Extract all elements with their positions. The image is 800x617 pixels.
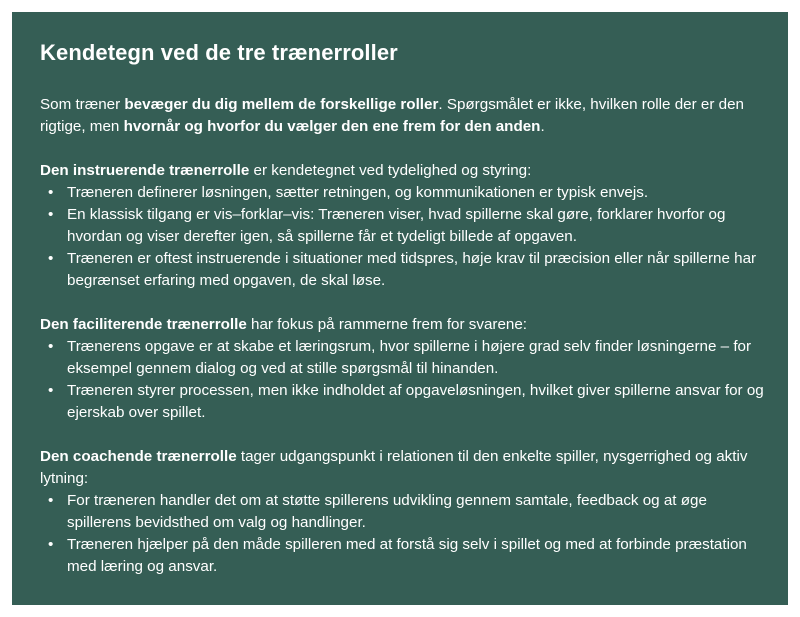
bullet-icon: • <box>48 206 54 223</box>
bullet-list <box>40 490 774 578</box>
section-heading-bold: Den coachende trænerrolle <box>40 448 237 465</box>
bullet-icon: • <box>48 536 54 553</box>
list-item <box>48 182 774 204</box>
bullet-icon: • <box>48 382 54 399</box>
section-instruerende <box>40 160 774 292</box>
section-heading <box>40 160 774 182</box>
list-item <box>48 534 774 578</box>
list-item <box>48 490 774 534</box>
list-item-text: Træneren hjælper på den måde spilleren med at forstå sig selv i spillet og med at forbinde præstation med læring og ansvar. <box>67 536 747 575</box>
section-coachende <box>40 446 774 578</box>
intro-text-3: . <box>540 118 545 135</box>
list-item-text: Trænerens opgave er at skabe et læringsrum, hvor spillerne i højere grad selv finder løsningerne – for eksempel gennem dialog og ved at stille spørgsmål til hinanden. <box>67 338 752 377</box>
intro-bold-1: bevæger du dig mellem de forskellige roller <box>124 96 439 113</box>
section-heading-text: har fokus på rammerne frem for svarene: <box>246 316 528 333</box>
list-item-text: Træneren styrer processen, men ikke indholdet af opgaveløsningen, hvilket giver spillerne ansvar for og ejerskab over spillet. <box>67 382 764 421</box>
section-heading-text: er kendetegnet ved tydelighed og styring: <box>249 162 532 179</box>
section-heading-bold: Den faciliterende trænerrolle <box>40 316 247 333</box>
bullet-icon: • <box>48 250 54 267</box>
list-item-text: For træneren handler det om at støtte spillerens udvikling gennem samtale, feedback og at øge spillerens bevidsthed om valg og handlinger. <box>67 492 707 531</box>
bullet-icon: • <box>48 338 54 355</box>
bullet-list <box>40 182 774 292</box>
list-item-text: Træneren er oftest instruerende i situationer med tidspres, høje krav til præcision eller når spillerne har begrænset erfaring med opgaven, de skal løse. <box>67 250 757 289</box>
list-item <box>48 248 774 292</box>
section-heading-text: tager udgangspunkt i relationen til den enkelte spiller, nysgerrighed og aktiv lytning: <box>40 448 748 487</box>
list-item <box>48 380 774 424</box>
list-item <box>48 336 774 380</box>
list-item <box>48 204 774 248</box>
intro-bold-2: hvornår og hvorfor du vælger den ene frem for den anden <box>123 118 541 135</box>
bullet-icon: • <box>48 492 54 509</box>
bullet-icon: • <box>48 184 54 201</box>
page-title: Kendetegn ved de tre trænerroller <box>40 40 398 65</box>
section-heading <box>40 446 774 490</box>
intro-paragraph <box>40 94 774 138</box>
section-faciliterende <box>40 314 774 424</box>
section-heading <box>40 314 774 336</box>
section-heading-bold: Den instruerende trænerrolle <box>40 162 250 179</box>
intro-text-1: Som træner <box>40 96 125 113</box>
list-item-text: Træneren definerer løsningen, sætter retningen, og kommunikationen er typisk envejs. <box>67 184 649 201</box>
bullet-list <box>40 336 774 424</box>
info-panel <box>12 12 788 605</box>
intro-text-2: . Spørgsmålet er ikke, hvilken rolle der er den rigtige, men <box>40 96 744 135</box>
list-item-text: En klassisk tilgang er vis–forklar–vis: Træneren viser, hvad spillerne skal gøre, forklarer hvorfor og hvordan og viser derefter igen, så spillerne får et tydeligt billede af opgaven. <box>67 206 726 245</box>
